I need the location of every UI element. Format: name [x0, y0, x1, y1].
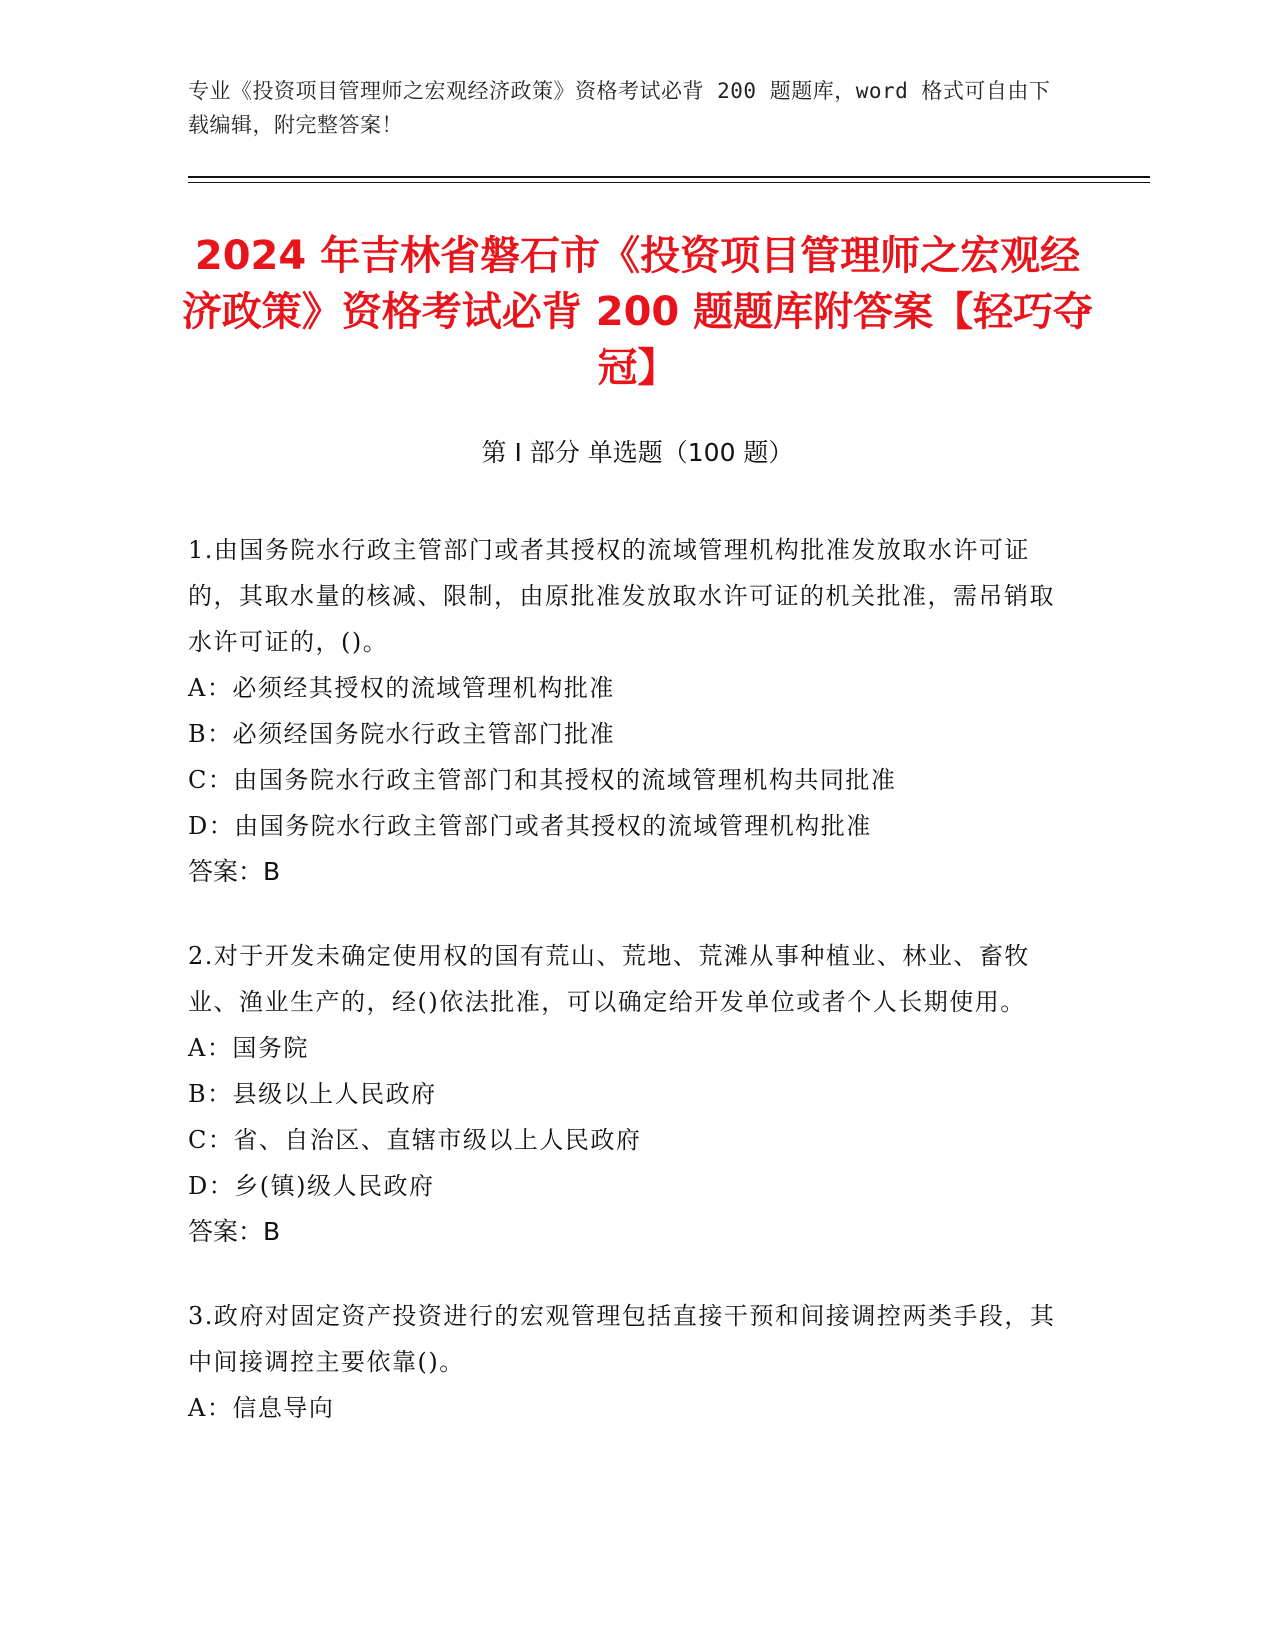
question-list	[188, 527, 1068, 1469]
question-option: A：必须经其授权的流域管理机构批准	[188, 674, 615, 702]
document-title: 2024 年吉林省磐石市《投资项目管理师之宏观经济政策》资格考试必背 200 题题库附答案【轻巧夺冠】	[181, 233, 1094, 391]
section-heading: 第 I 部分 单选题（100 题）	[481, 438, 794, 467]
question-option: C：省、自治区、直辖市级以上人民政府	[188, 1126, 642, 1154]
question-option: D：乡(镇)级人民政府	[188, 1172, 435, 1200]
question-option: C：由国务院水行政主管部门和其授权的流域管理机构共同批准	[188, 766, 897, 794]
question-option: B：必须经国务院水行政主管部门批准	[188, 720, 616, 748]
question-3	[188, 1293, 1068, 1431]
header-note: 专业《投资项目管理师之宏观经济政策》资格考试必背 200 题题库，word 格式可自由下载编辑，附完整答案！	[188, 79, 1051, 137]
question-1	[188, 527, 1068, 895]
question-option: A：国务院	[188, 1034, 309, 1062]
question-option: B：县级以上人民政府	[188, 1080, 437, 1108]
question-2	[188, 933, 1068, 1255]
header-divider-bottom	[188, 182, 1150, 183]
question-option: D：由国务院水行政主管部门或者其授权的流域管理机构批准	[188, 812, 872, 840]
question-answer: 答案：B	[188, 1217, 281, 1246]
question-stem: 3.政府对固定资产投资进行的宏观管理包括直接干预和间接调控两类手段，其中间接调控主要依靠()。	[188, 1302, 1056, 1376]
header-divider-top	[188, 176, 1150, 178]
question-stem: 2.对于开发未确定使用权的国有荒山、荒地、荒滩从事种植业、林业、畜牧业、渔业生产的，经()依法批准，可以确定给开发单位或者个人长期使用。	[188, 942, 1030, 1016]
question-option: A：信息导向	[188, 1394, 335, 1422]
question-answer: 答案：B	[188, 857, 281, 886]
question-stem: 1.由国务院水行政主管部门或者其授权的流域管理机构批准发放取水许可证的，其取水量的核减、限制，由原批准发放取水许可证的机关批准，需吊销取水许可证的，()。	[188, 536, 1055, 656]
